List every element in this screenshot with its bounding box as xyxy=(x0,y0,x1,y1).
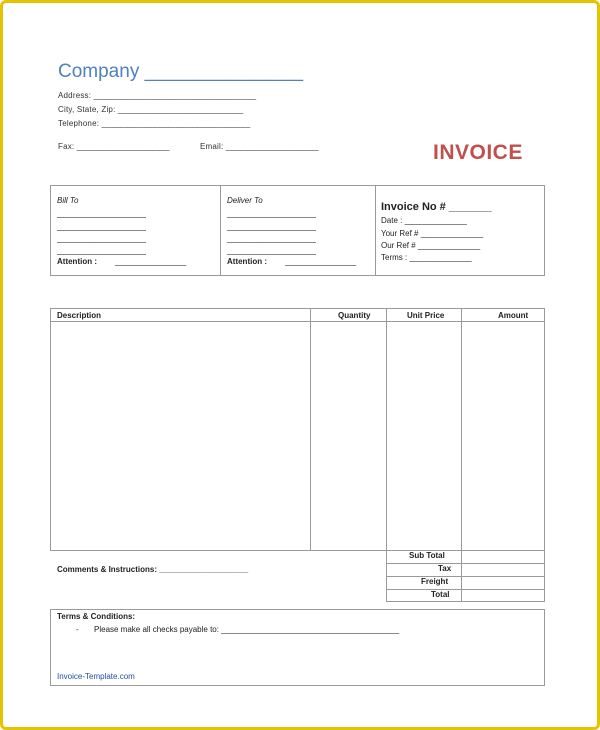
bill-to-attention-line: ________________ xyxy=(115,257,187,266)
deliver-to-line: ____________________ xyxy=(227,222,316,231)
items-table-header-rule xyxy=(50,321,545,322)
deliver-to-attention-label: Attention : xyxy=(227,257,267,266)
totals-row-rule xyxy=(386,589,545,590)
fax-line: Fax: ____________________ xyxy=(58,142,170,151)
bill-to-line: ____________________ xyxy=(57,209,146,218)
bill-to-line: ____________________ xyxy=(57,234,146,243)
deliver-to-line: ____________________ xyxy=(227,209,316,218)
terms-title: Terms & Conditions: xyxy=(57,612,136,621)
our-ref: Our Ref # ______________ xyxy=(381,241,481,250)
company-name: Company _______________ xyxy=(58,61,304,82)
invoice-number: Invoice No # _______ xyxy=(381,201,492,213)
items-col-divider xyxy=(386,308,387,551)
address-box-divider-1 xyxy=(220,185,221,276)
terms-bullet: - xyxy=(76,625,79,634)
totals-row-rule xyxy=(386,576,545,577)
address-box-divider-2 xyxy=(375,185,376,276)
address-line: Address: ___________________________________ xyxy=(58,91,257,100)
deliver-to-label: Deliver To xyxy=(227,196,263,205)
total-label: Total xyxy=(431,590,450,599)
invoice-date: Date : ______________ xyxy=(381,216,467,225)
items-table xyxy=(50,308,545,551)
invoice-title: INVOICE xyxy=(433,141,523,164)
bill-to-attention-label: Attention : xyxy=(57,257,97,266)
comments-instructions: Comments & Instructions: ____________________ xyxy=(57,565,249,574)
items-col-divider xyxy=(310,308,311,551)
bill-to-line: ____________________ xyxy=(57,222,146,231)
deliver-to-line: ____________________ xyxy=(227,246,316,255)
tax-label: Tax xyxy=(438,564,452,573)
col-header-unit-price: Unit Price xyxy=(407,311,445,320)
items-col-divider xyxy=(461,308,462,551)
bill-to-label: Bill To xyxy=(57,196,79,205)
city-state-zip-line: City, State, Zip: ___________________________ xyxy=(58,105,244,114)
your-ref: Your Ref # ______________ xyxy=(381,229,484,238)
bill-to-line: ____________________ xyxy=(57,246,146,255)
email-line: Email: ____________________ xyxy=(200,142,319,151)
telephone-line: Telephone: ________________________________ xyxy=(58,119,251,128)
payment-terms: Terms : ______________ xyxy=(381,253,472,262)
terms-checks-payable-line: Please make all checks payable to: ________________________________________ xyxy=(94,625,400,634)
sub-total-label: Sub Total xyxy=(409,551,445,560)
col-header-description: Description xyxy=(57,311,102,320)
col-header-amount: Amount xyxy=(498,311,529,320)
freight-label: Freight xyxy=(421,577,449,586)
invoice-template-link[interactable]: Invoice-Template.com xyxy=(57,672,135,681)
totals-row-rule xyxy=(386,563,545,564)
deliver-to-attention-line: ________________ xyxy=(285,257,357,266)
deliver-to-line: ____________________ xyxy=(227,234,316,243)
col-header-quantity: Quantity xyxy=(338,311,371,320)
